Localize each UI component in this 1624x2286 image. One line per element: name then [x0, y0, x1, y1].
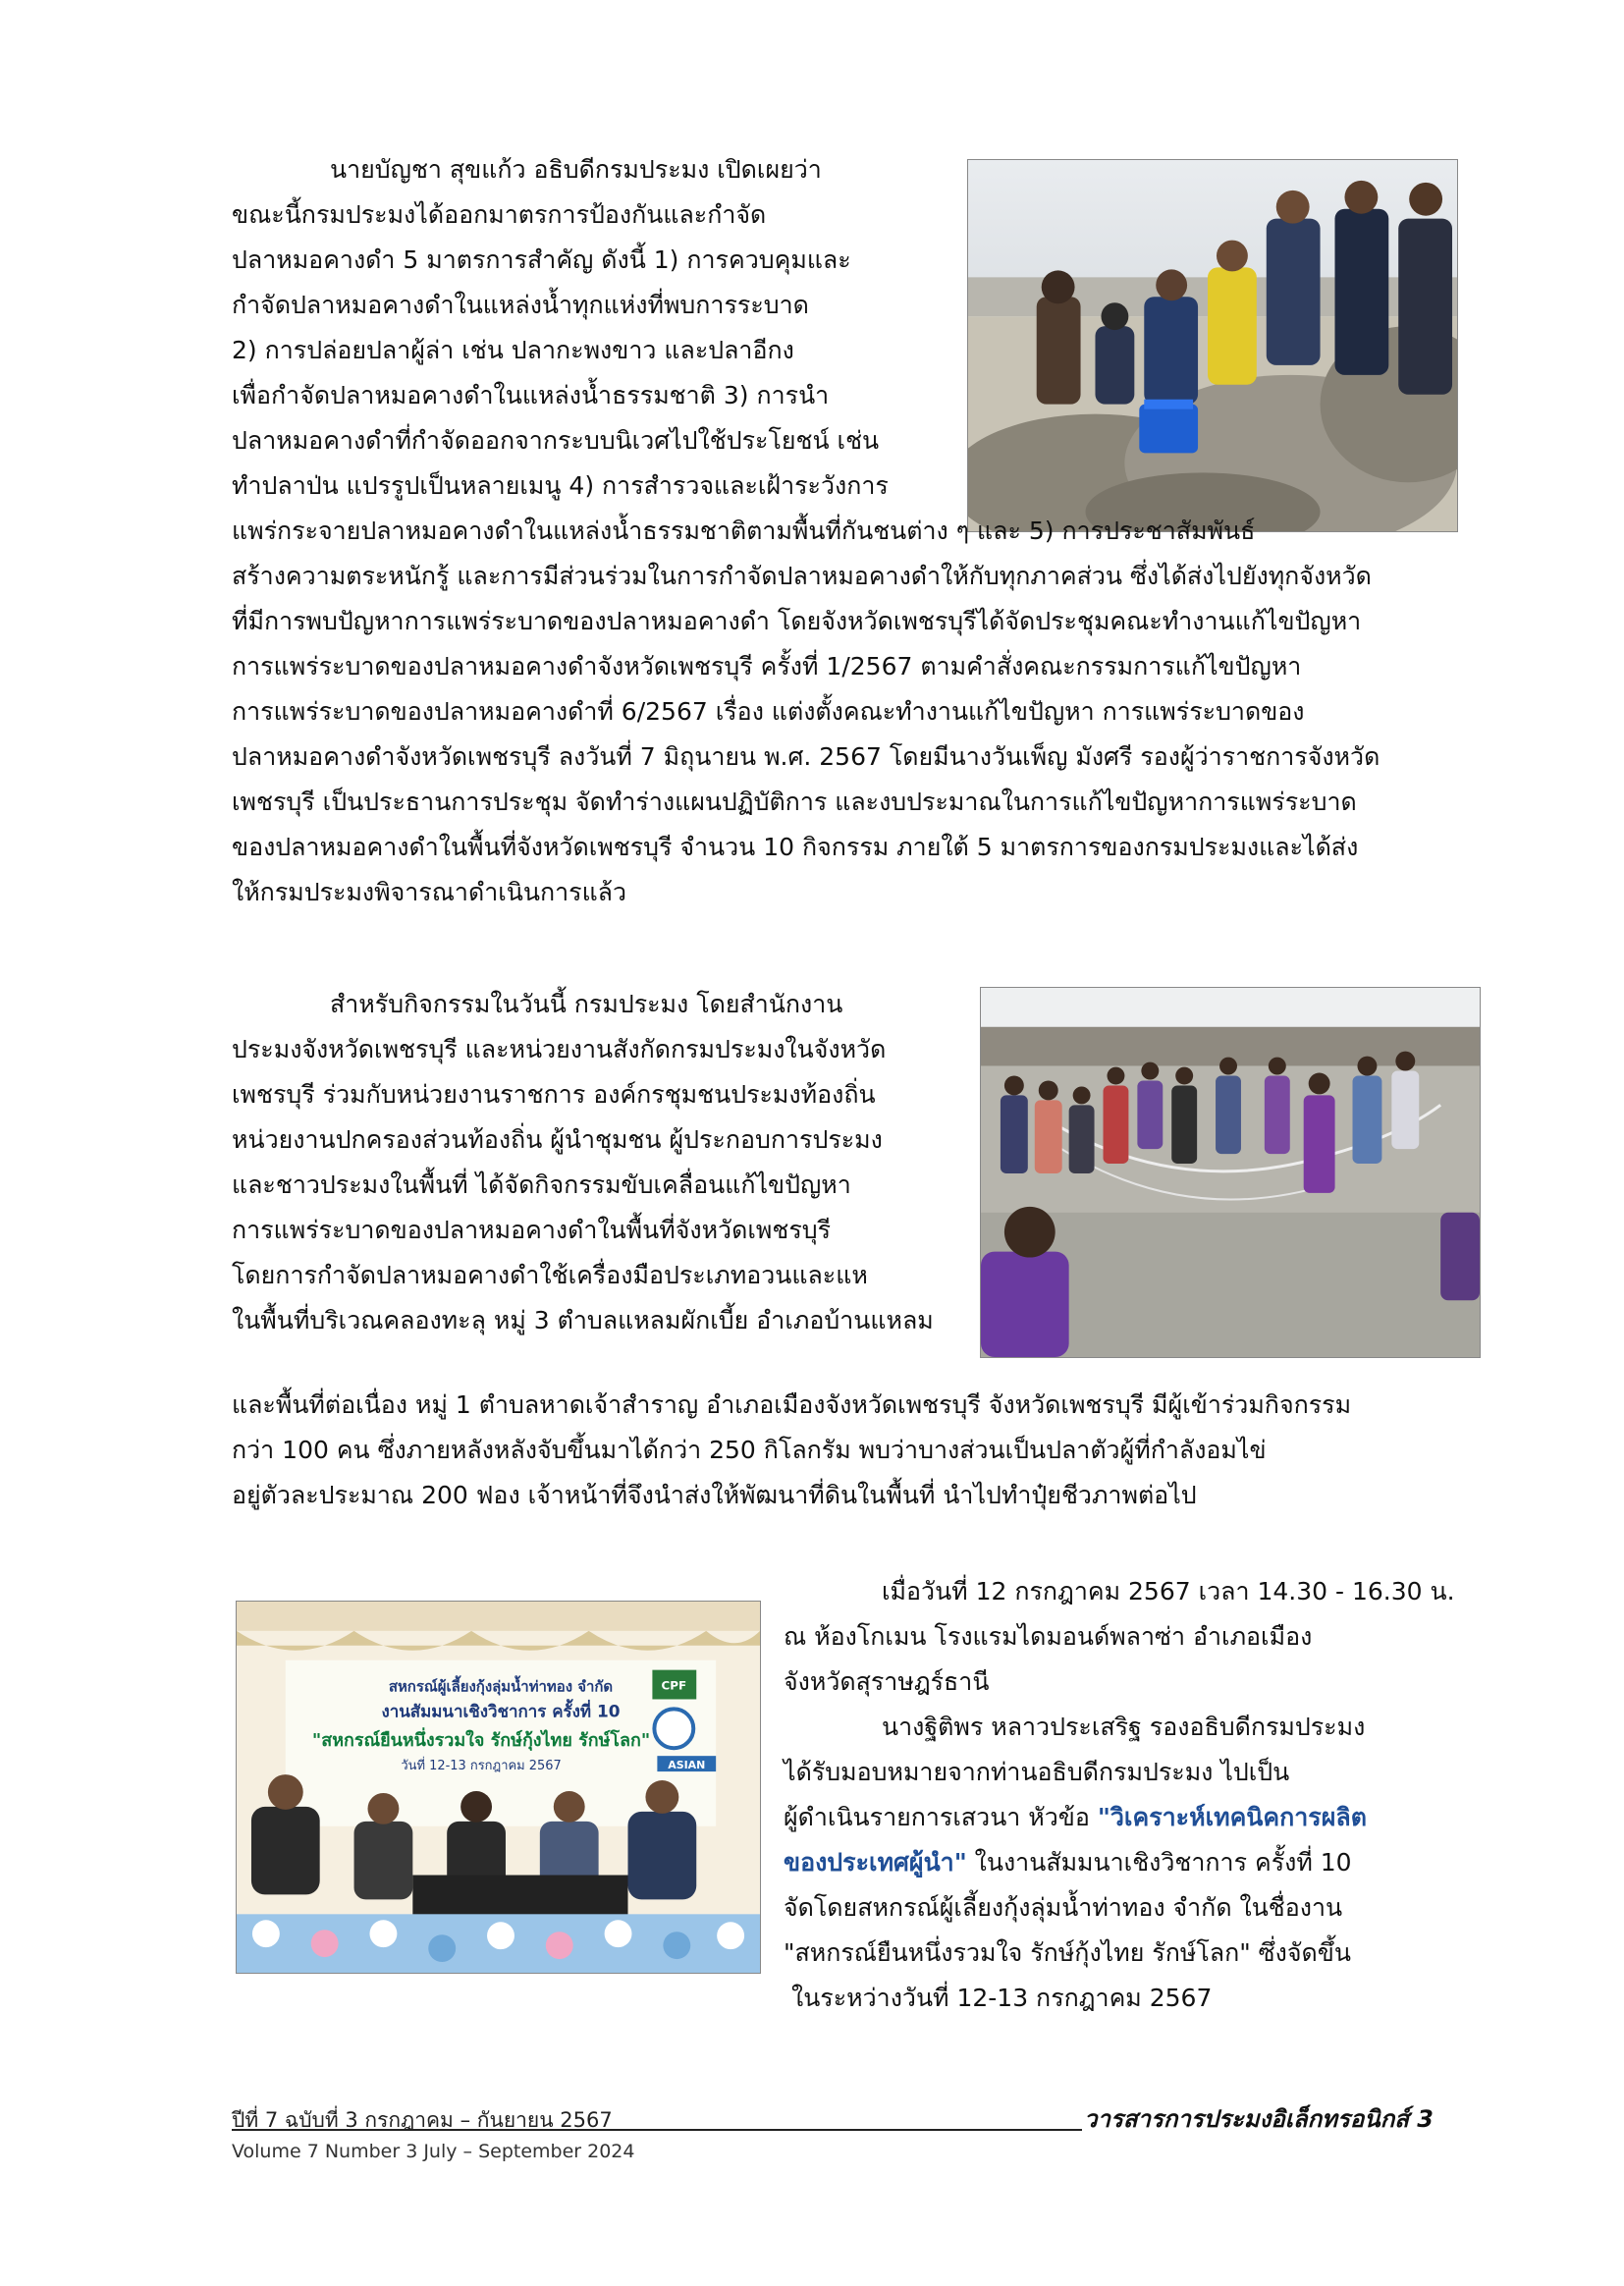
text-line: ปลาหมอคางดำที่กำจัดออกจากระบบนิเวศไปใช้ประโยชน์ เช่น	[232, 426, 880, 455]
footer-issue-thai: ปีที่ 7 ฉบับที่ 3 กรกฎาคม – กันยายน 2567	[232, 2108, 613, 2132]
banner-date: วันที่ 12-13 กรกฎาคม 2567	[401, 1759, 562, 1774]
text-line: และชาวประมงในพื้นที่ ได้จัดกิจกรรมขับเคลื่อนแก้ไขปัญหา	[232, 1170, 851, 1199]
banner-logo-asian: ASIAN	[668, 1759, 706, 1772]
banner-org: สหกรณ์ผู้เลี้ยงกุ้งลุ่มน้ำท่าทอง จำกัด	[388, 1677, 614, 1696]
text-line: กว่า 100 คน ซึ่งภายหลังหลังจับขึ้นมาได้กว่า 250 กิโลกรัม พบว่าบางส่วนเป็นปลาตัวผู้ที่กำลังอมไข่	[232, 1436, 1267, 1464]
text-line: หน่วยงานปกครองส่วนท้องถิ่น ผู้นำชุมชน ผู้ประกอบการประมง	[232, 1125, 883, 1154]
text-line: อยู่ตัวละประมาณ 200 ฟอง เจ้าหน้าที่จึงนำส่งให้พัฒนาที่ดินในพื้นที่ นำไปทำปุ๋ยชีวภาพต่อไป	[232, 1481, 1197, 1509]
article1-para1-wrap	[232, 147, 935, 509]
footer-divider	[232, 2129, 1082, 2131]
text-line: ในระหว่างวันที่ 12-13 กรกฎาคม 2567	[791, 1984, 1213, 2012]
text-line	[784, 1795, 1461, 1840]
text-line	[784, 1840, 1461, 1885]
text-line: นายบัญชา สุขแก้ว อธิบดีกรมประมง เปิดเผยว่า	[330, 155, 822, 184]
article1-para2-full	[232, 1383, 1459, 1518]
text-line: ของปลาหมอคางดำในพื้นที่จังหวัดเพชรบุรี จำนวน 10 กิจกรรม ภายใต้ 5 มาตรการของกรมประมงและได้ส่ง	[232, 833, 1359, 861]
text-line: ปลาหมอคางดำ 5 มาตรการสำคัญ ดังนี้ 1) การควบคุมและ	[232, 245, 851, 274]
seminar-topic-highlight: "วิเคราะห์เทคนิคการผลิต	[1097, 1803, 1367, 1831]
photo-fishing-net-shallow-water	[980, 987, 1481, 1358]
text-line: นางฐิติพร หลาวประเสริฐ รองอธิบดีกรมประมง	[882, 1713, 1366, 1741]
text-line: ทำปลาป่น แปรรูปเป็นหลายเมนู 4) การสำรวจและเฝ้าระวังการ	[232, 471, 889, 500]
text-line: ที่มีการพบปัญหาการแพร่ระบาดของปลาหมอคางดำ โดยจังหวัดเพชรบุรีได้จัดประชุมคณะทำงานแก้ไขปัญหา	[232, 607, 1362, 635]
article2-text	[784, 1569, 1461, 2021]
text-line: ปลาหมอคางดำจังหวัดเพชรบุรี ลงวันที่ 7 มิถุนายน พ.ศ. 2567 โดยมีนางวันเพ็ญ มังศรี รองผู้ว่าราชการจังหวัด	[232, 742, 1380, 771]
article1-para1-full	[232, 509, 1459, 915]
seminar-topic-highlight: ของประเทศผู้นำ"	[784, 1848, 967, 1877]
text-fragment: ในงานสัมมนาเชิงวิชาการ ครั้งที่ 10	[966, 1848, 1352, 1877]
text-line: และพื้นที่ต่อเนื่อง หมู่ 1 ตำบลหาดเจ้าสำราญ อำเภอเมืองจังหวัดเพชรบุรี จังหวัดเพชรบุรี มีผู้เข้าร่วมกิจกรรม	[232, 1390, 1352, 1419]
text-line: จัดโดยสหกรณ์ผู้เลี้ยงกุ้งลุ่มน้ำท่าทอง จำกัด ในชื่องาน	[784, 1893, 1343, 1922]
article1-para2-wrap	[232, 982, 948, 1343]
text-line: แพร่กระจายปลาหมอคางดำในแหล่งน้ำธรรมชาติตามพื้นที่กันชนต่าง ๆ และ 5) การประชาสัมพันธ์	[232, 517, 1256, 545]
text-line: การแพร่ระบาดของปลาหมอคางดำจังหวัดเพชรบุรี ครั้งที่ 1/2567 ตามคำสั่งคณะกรรมการแก้ไขปัญหา	[232, 652, 1302, 680]
photo-officials-rocky-shore	[967, 159, 1458, 532]
banner-slogan: "สหกรณ์ยืนหนึ่งรวมใจ รักษ์กุ้งไทย รักษ์โลก"	[311, 1730, 651, 1752]
banner-event: งานสัมมนาเชิงวิชาการ ครั้งที่ 10	[381, 1701, 621, 1721]
text-line: เพชรบุรี ร่วมกับหน่วยงานราชการ องค์กรชุมชนประมงท้องถิ่น	[232, 1080, 876, 1109]
text-line: เพชรบุรี เป็นประธานการประชุม จัดทำร่างแผนปฏิบัติการ และงบประมาณในการแก้ไขปัญหาการแพร่ระบาด	[232, 788, 1357, 816]
footer-volume-english: Volume 7 Number 3 July – September 2024	[232, 2141, 635, 2162]
text-line: การแพร่ระบาดของปลาหมอคางดำในพื้นที่จังหวัดเพชรบุรี	[232, 1216, 832, 1244]
text-line: 2) การปล่อยปลาผู้ล่า เช่น ปลากะพงขาว และปลาอีกง	[232, 336, 794, 364]
date-line: เมื่อวันที่ 12 กรกฎาคม 2567 เวลา 14.30 - 16.30 น.	[882, 1577, 1455, 1606]
venue-line: ณ ห้องโกเมน โรงแรมไดมอนด์พลาซ่า อำเภอเมือง	[784, 1622, 1313, 1651]
text-line: โดยการกำจัดปลาหมอคางดำใช้เครื่องมือประเภทอวนและแห	[232, 1261, 868, 1289]
text-line: การแพร่ระบาดของปลาหมอคางดำที่ 6/2567 เรื่อง แต่งตั้งคณะทำงานแก้ไขปัญหา การแพร่ระบาดของ	[232, 697, 1305, 726]
text-line: ในพื้นที่บริเวณคลองทะลุ หมู่ 3 ตำบลแหลมผักเบี้ย อำเภอบ้านแหลม	[232, 1306, 934, 1334]
footer-journal-page: วารสารการประมงอิเล็กทรอนิกส์ 3	[1084, 2105, 1434, 2133]
text-line: ได้รับมอบหมายจากท่านอธิบดีกรมประมง ไปเป็น	[784, 1758, 1290, 1786]
text-line: สร้างความตระหนักรู้ และการมีส่วนร่วมในการกำจัดปลาหมอคางดำให้กับทุกภาคส่วน ซึ่งได้ส่งไปยังทุกจังหวัด	[232, 562, 1372, 590]
province-line: จังหวัดสุราษฎร์ธานี	[784, 1667, 990, 1696]
text-line: เพื่อกำจัดปลาหมอคางดำในแหล่งน้ำธรรมชาติ 3) การนำ	[232, 381, 830, 409]
text-line: กำจัดปลาหมอคางดำในแหล่งน้ำทุกแห่งที่พบการระบาด	[232, 291, 809, 319]
text-line: ขณะนี้กรมประมงได้ออกมาตรการป้องกันและกำจัด	[232, 200, 767, 229]
text-line: "สหกรณ์ยืนหนึ่งรวมใจ รักษ์กุ้งไทย รักษ์โลก" ซึ่งจัดขึ้น	[784, 1938, 1351, 1967]
banner-logo-cpf: CPF	[661, 1678, 687, 1693]
text-line: ให้กรมประมงพิจารณาดำเนินการแล้ว	[232, 878, 627, 906]
text-fragment: ผู้ดำเนินรายการเสวนา หัวข้อ	[784, 1803, 1098, 1831]
photo-seminar-panel	[236, 1601, 761, 1974]
text-line: สำหรับกิจกรรมในวันนี้ กรมประมง โดยสำนักงาน	[330, 990, 843, 1018]
text-line: ประมงจังหวัดเพชรบุรี และหน่วยงานสังกัดกรมประมงในจังหวัด	[232, 1035, 887, 1063]
